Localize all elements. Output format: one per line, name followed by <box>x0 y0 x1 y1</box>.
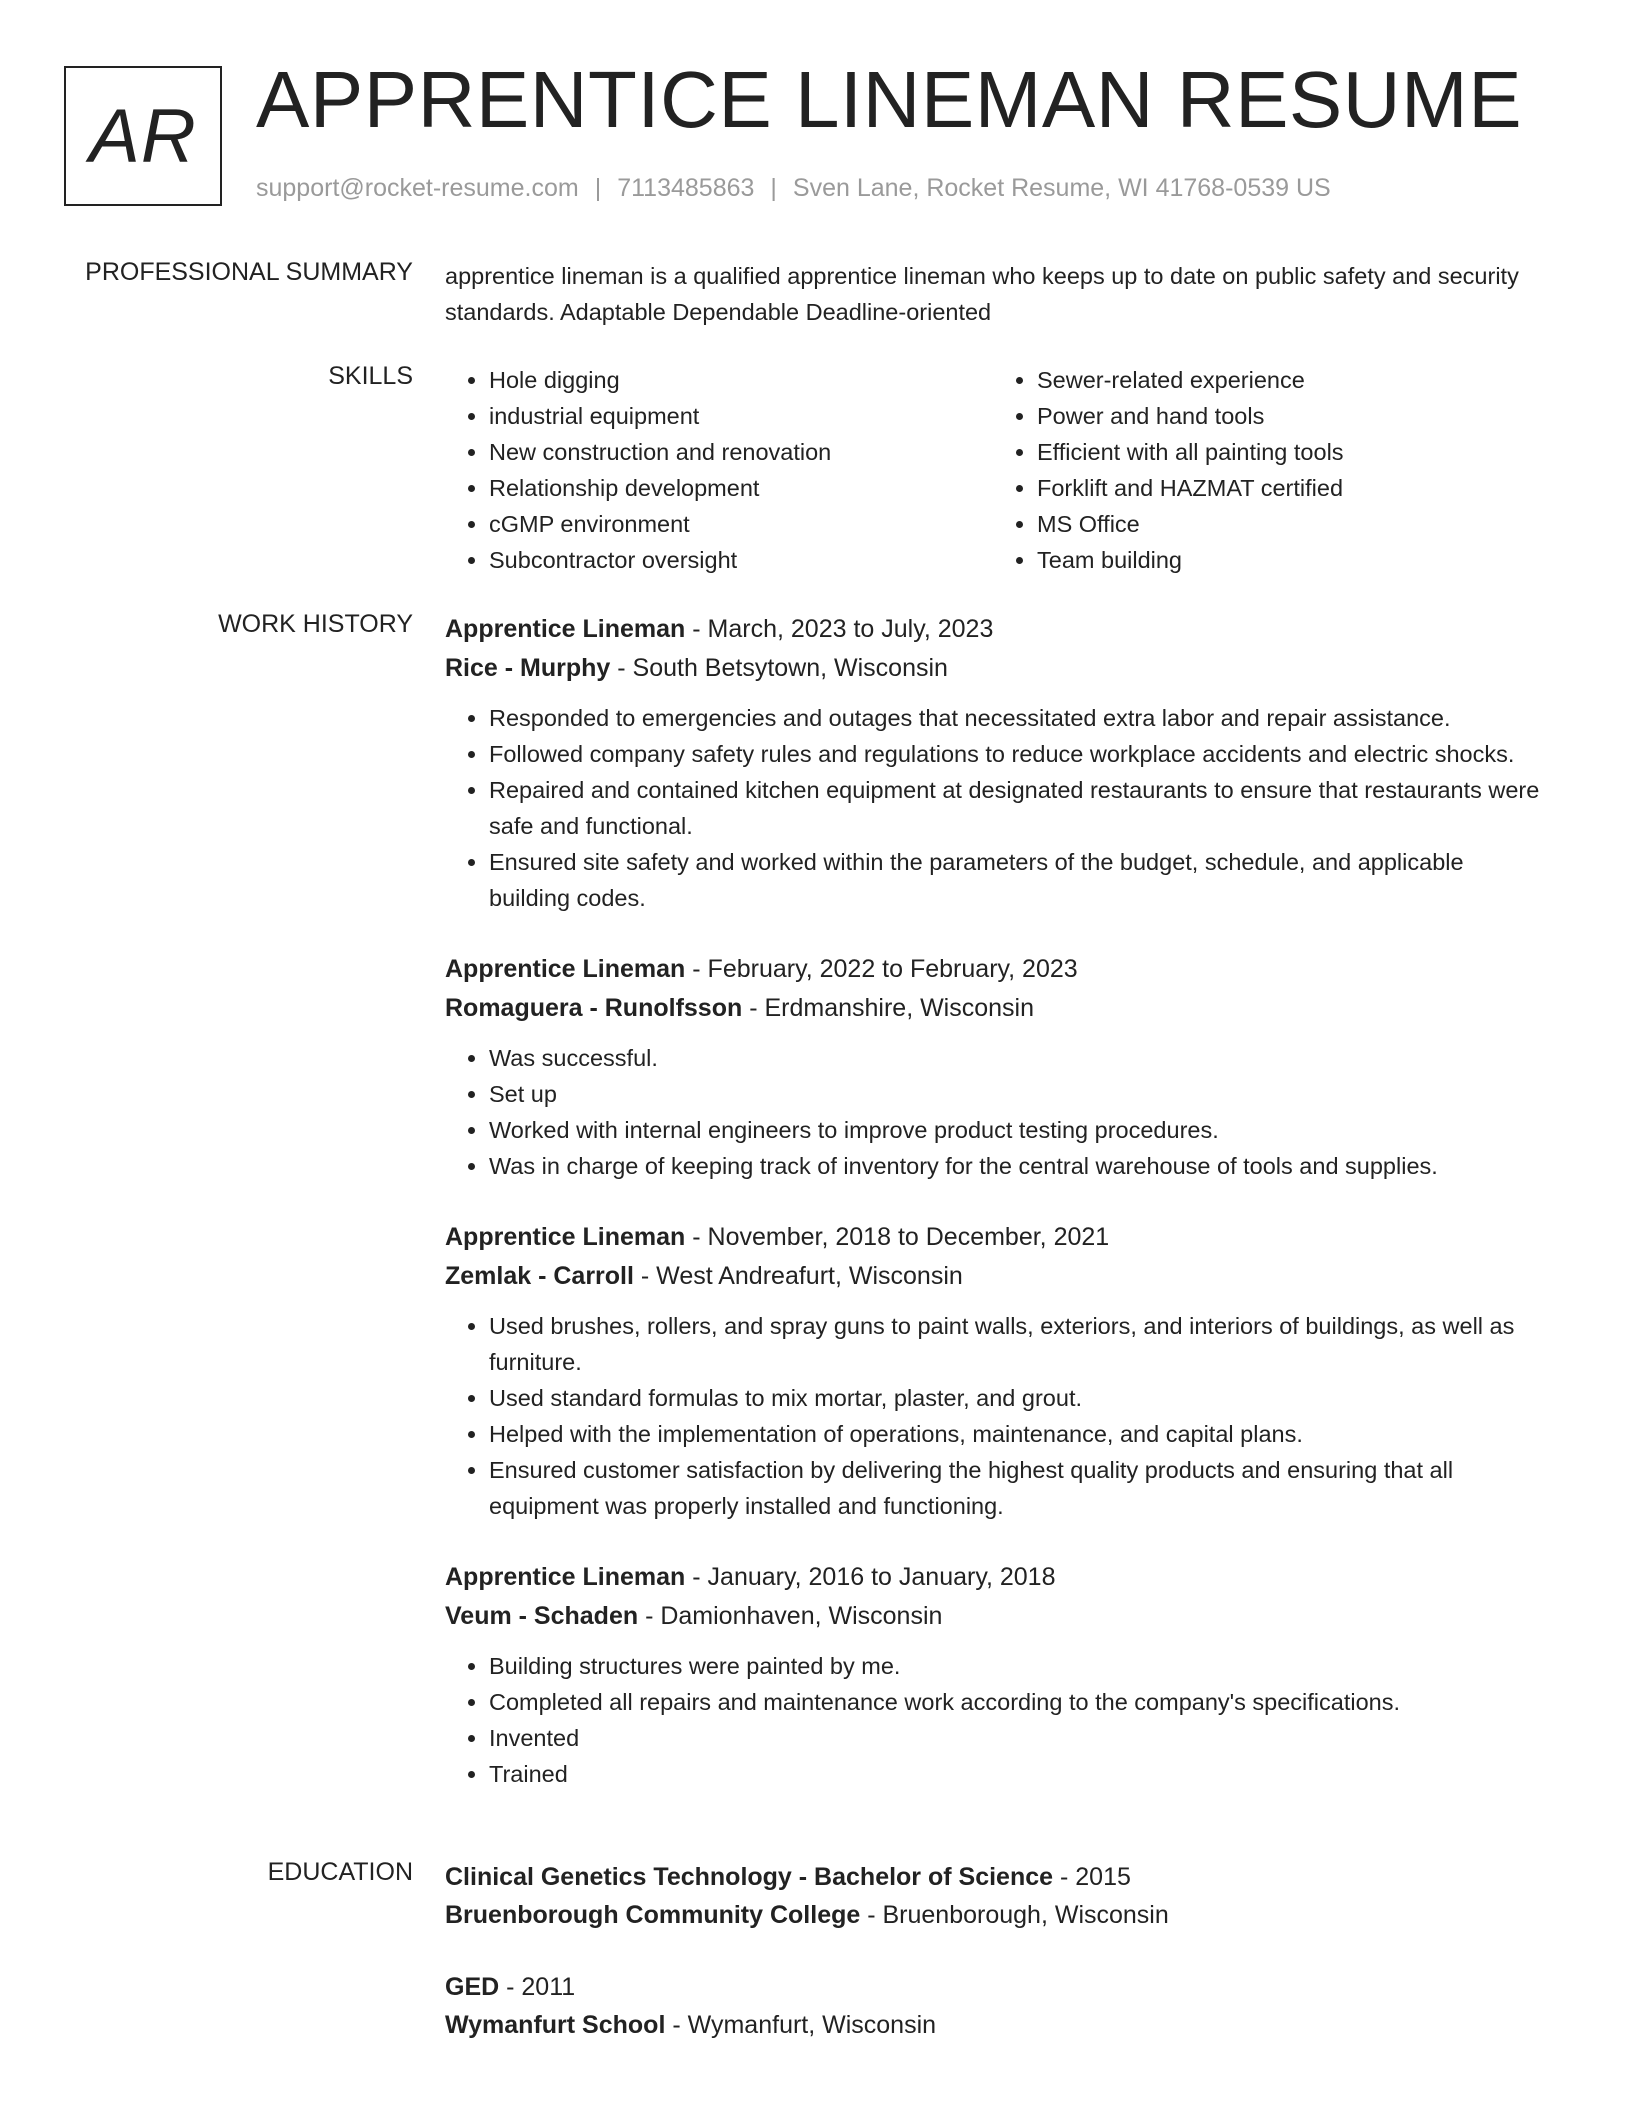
job-dates: February, 2022 to February, 2023 <box>707 955 1078 983</box>
skill-item: • Sewer-related experience <box>1037 362 1541 398</box>
job-bullet: • Was in charge of keeping track of inventory for the central warehouse of tools and supplies. <box>489 1148 1545 1184</box>
job-bullet: • Ensured site safety and worked within the parameters of the budget, schedule, and applicable building codes. <box>489 844 1545 916</box>
education-entry <box>445 1858 1545 1934</box>
skill-item: • Power and hand tools <box>1037 398 1541 434</box>
job-company: Veum - Schaden <box>445 1602 639 1630</box>
skills-body <box>445 362 1545 578</box>
job-company-line <box>445 648 1545 688</box>
education-year: 2015 <box>1075 1863 1131 1891</box>
skill-item: • cGMP environment <box>489 506 993 542</box>
job-title: Apprentice Lineman <box>445 615 686 643</box>
job-company-line <box>445 1596 1545 1636</box>
summary-text: apprentice lineman is a qualified apprentice lineman who keeps up to date on public safety and security standards. Adaptable Dependable Deadline-oriented <box>445 263 1519 325</box>
contact-separator: | <box>770 174 777 202</box>
education-school-line <box>445 2006 1545 2044</box>
skill-item: • Relationship development <box>489 470 993 506</box>
skill-item: • Team building <box>1037 542 1541 578</box>
job-bullet: • Responded to emergencies and outages that necessitated extra labor and repair assistance. <box>489 700 1545 736</box>
job-company: Zemlak - Carroll <box>445 1262 634 1290</box>
dash: - <box>742 994 765 1022</box>
education-location: Wymanfurt, Wisconsin <box>687 2011 937 2039</box>
dash: - <box>685 615 708 643</box>
job-location: Erdmanshire, Wisconsin <box>764 994 1034 1022</box>
skill-item: • MS Office <box>1037 506 1541 542</box>
job-bullet: • Completed all repairs and maintenance work according to the company's specifications. <box>489 1684 1545 1720</box>
job-title: Apprentice Lineman <box>445 955 686 983</box>
dash: - <box>685 1563 708 1591</box>
job-entry <box>445 610 1545 916</box>
dash: - <box>1053 1863 1076 1891</box>
job-bullet: • Trained <box>489 1756 1545 1792</box>
job-location: West Andreafurt, Wisconsin <box>656 1262 963 1290</box>
dash: - <box>860 1901 883 1929</box>
skill-item: • industrial equipment <box>489 398 993 434</box>
job-entry <box>445 1218 1545 1524</box>
job-bullet: • Was successful. <box>489 1040 1545 1076</box>
contact-email[interactable]: support@rocket-resume.com <box>256 174 579 202</box>
section-label-work-history: WORK HISTORY <box>218 610 413 638</box>
education-entry <box>445 1968 1545 2044</box>
education-degree: Clinical Genetics Technology - Bachelor of Science <box>445 1863 1054 1891</box>
job-company: Romaguera - Runolfsson <box>445 994 743 1022</box>
job-company-line <box>445 988 1545 1028</box>
skill-item: • Subcontractor oversight <box>489 542 993 578</box>
job-title-line <box>445 610 1545 648</box>
page-title: APPRENTICE LINEMAN RESUME <box>256 55 1523 144</box>
job-title-line <box>445 1218 1545 1256</box>
dash: - <box>633 1262 657 1290</box>
job-bullet: • Building structures were painted by me. <box>489 1648 1545 1684</box>
education-school: Bruenborough Community College <box>445 1901 861 1929</box>
skill-item: • Forklift and HAZMAT certified <box>1037 470 1541 506</box>
job-dates: March, 2023 to July, 2023 <box>707 615 994 643</box>
education-location: Bruenborough, Wisconsin <box>882 1901 1169 1929</box>
job-dates: November, 2018 to December, 2021 <box>707 1223 1110 1251</box>
section-label-skills: SKILLS <box>328 362 413 390</box>
job-bullet: • Invented <box>489 1720 1545 1756</box>
dash: - <box>638 1602 661 1630</box>
dash: - <box>499 1973 522 2001</box>
dash: - <box>685 955 708 983</box>
education-degree-line <box>445 1968 1545 2006</box>
education-year: 2011 <box>521 1973 576 2001</box>
job-location: South Betsytown, Wisconsin <box>632 654 948 682</box>
contact-line <box>256 174 1331 203</box>
job-title: Apprentice Lineman <box>445 1223 686 1251</box>
work-history-body <box>445 610 1545 1826</box>
job-bullet: • Worked with internal engineers to improve product testing procedures. <box>489 1112 1545 1148</box>
job-bullet: • Used standard formulas to mix mortar, plaster, and grout. <box>489 1380 1545 1416</box>
contact-phone[interactable]: 7113485863 <box>617 174 755 202</box>
job-company: Rice - Murphy <box>445 654 611 682</box>
dash: - <box>685 1223 708 1251</box>
job-dates: January, 2016 to January, 2018 <box>707 1563 1056 1591</box>
contact-separator: | <box>594 174 602 202</box>
education-school-line <box>445 1896 1545 1934</box>
job-entry <box>445 1558 1545 1792</box>
dash: - <box>665 2011 688 2039</box>
skill-item: • Hole digging <box>489 362 993 398</box>
skills-column-left <box>445 362 993 578</box>
education-school: Wymanfurt School <box>445 2011 666 2039</box>
job-bullet: • Followed company safety rules and regulations to reduce workplace accidents and electric shocks. <box>489 736 1545 772</box>
education-body <box>445 1858 1545 2078</box>
job-bullet: • Repaired and contained kitchen equipment at designated restaurants to ensure that restaurants were safe and functional. <box>489 772 1545 844</box>
contact-address: Sven Lane, Rocket Resume, WI 41768-0539 US <box>792 174 1331 202</box>
dash: - <box>610 654 633 682</box>
skill-item: • Efficient with all painting tools <box>1037 434 1541 470</box>
education-degree: GED <box>445 1973 500 2001</box>
job-bullet: • Helped with the implementation of operations, maintenance, and capital plans. <box>489 1416 1545 1452</box>
job-title-line <box>445 1558 1545 1596</box>
education-degree-line <box>445 1858 1545 1896</box>
initials-monogram: AR <box>64 66 222 206</box>
summary-body <box>445 258 1545 330</box>
job-title: Apprentice Lineman <box>445 1563 686 1591</box>
job-bullet: • Used brushes, rollers, and spray guns to paint walls, exteriors, and interiors of buildings, as well as furniture. <box>489 1308 1545 1380</box>
job-entry <box>445 950 1545 1184</box>
skills-column-right <box>993 362 1541 578</box>
job-location: Damionhaven, Wisconsin <box>660 1602 943 1630</box>
job-company-line <box>445 1256 1545 1296</box>
job-bullet: • Set up <box>489 1076 1545 1112</box>
job-title-line <box>445 950 1545 988</box>
skill-item: • New construction and renovation <box>489 434 993 470</box>
section-label-education: EDUCATION <box>267 1858 413 1886</box>
job-bullet: • Ensured customer satisfaction by delivering the highest quality products and ensuring that all equipment was properly installed and functioning. <box>489 1452 1545 1524</box>
section-label-summary: PROFESSIONAL SUMMARY <box>85 258 413 286</box>
